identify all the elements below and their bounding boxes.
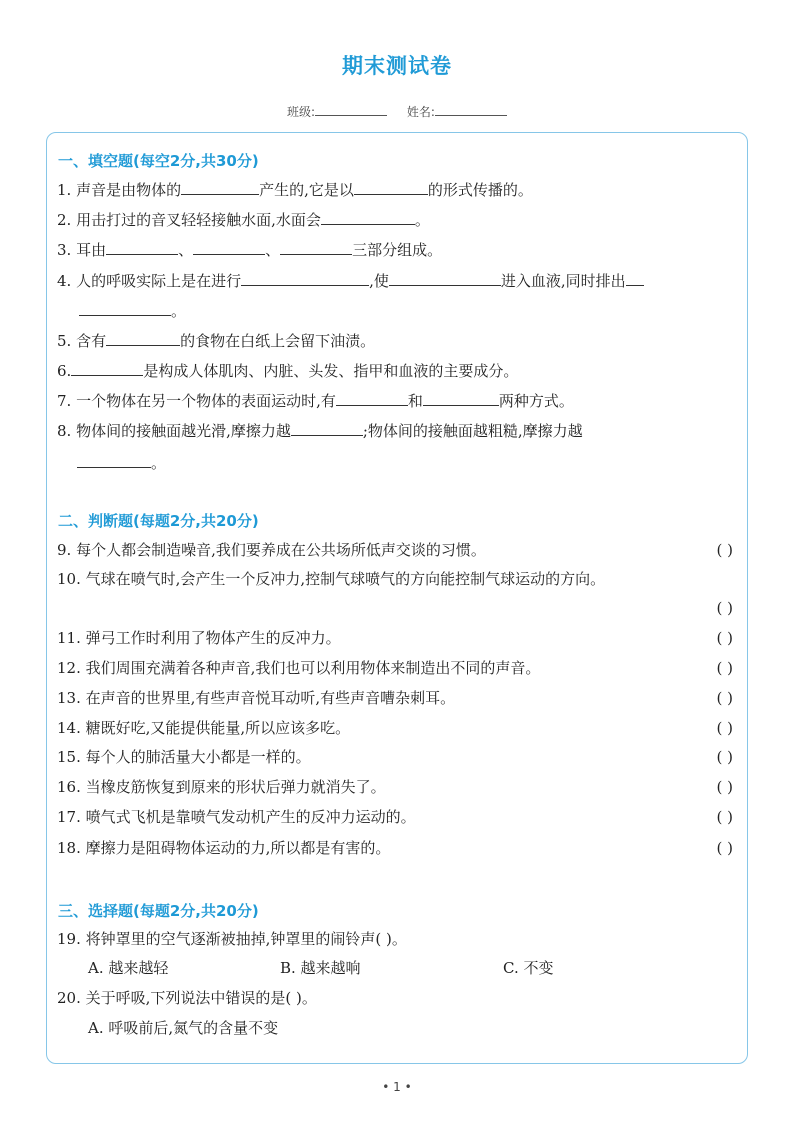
q4-blank-3a (626, 271, 644, 286)
question-12 (57, 658, 747, 678)
q5-blank-1 (106, 331, 180, 346)
q3-blank-2 (193, 240, 265, 255)
student-info (0, 103, 794, 120)
name-label: 姓名: (406, 105, 435, 119)
question-18 (57, 838, 747, 858)
q1-text-c: 的形式传播的。 (427, 181, 533, 199)
question-14 (57, 718, 747, 738)
q8-text-b: ;物体间的接触面越粗糙,摩擦力越 (362, 422, 583, 440)
question-8 (57, 421, 747, 441)
q4-blank-2 (389, 271, 501, 286)
q4-text-a: 4. 人的呼吸实际上是在进行 (57, 272, 242, 290)
option-a: A. 呼吸前后,氮气的含量不变 (88, 1019, 279, 1037)
q2-text-b: 。 (414, 211, 430, 229)
q12-text: 12. 我们周围充满着各种声音,我们也可以利用物体来制造出不同的声音。 (57, 659, 541, 677)
q14-text: 14. 糖既好吃,又能提供能量,所以应该多吃。 (57, 719, 351, 737)
question-2 (57, 210, 747, 230)
answer-parens: ( ) (716, 839, 733, 857)
q5-text-b: 的食物在白纸上会留下油渍。 (180, 332, 376, 350)
q6-text-a: 6. (57, 362, 72, 380)
section-heading-fill-blank: 一、填空题(每空2分,共30分) (58, 152, 259, 170)
q7-text-b: 和 (407, 392, 423, 410)
question-20 (57, 988, 747, 1008)
question-3 (57, 240, 747, 260)
section-heading-true-false: 二、判断题(每题2分,共20分) (58, 512, 259, 530)
q20-stem: 20. 关于呼吸,下列说法中错误的是( )。 (57, 989, 317, 1007)
question-7 (57, 391, 747, 411)
answer-parens: ( ) (716, 541, 733, 559)
q7-blank-2 (423, 391, 499, 406)
q4-blank-1 (241, 271, 369, 286)
q8-blank-1 (291, 421, 363, 436)
q3-text-a: 3. 耳由 (57, 241, 107, 259)
q18-text: 18. 摩擦力是阻碍物体运动的力,所以都是有害的。 (57, 839, 391, 857)
class-label: 班级: (287, 105, 316, 119)
answer-parens: ( ) (716, 719, 733, 737)
q8-text-a: 8. 物体间的接触面越光滑,摩擦力越 (57, 422, 291, 440)
question-11 (57, 628, 747, 648)
page-title: 期末测试卷 (342, 54, 452, 78)
q8-blank-2 (77, 453, 151, 468)
option-a: A. 越来越轻 (88, 959, 169, 977)
question-15 (57, 747, 747, 767)
q1-blank-2 (354, 180, 428, 195)
name-blank (435, 105, 507, 116)
question-6 (57, 361, 747, 381)
option-b: B. 越来越响 (280, 959, 361, 977)
answer-parens: ( ) (716, 629, 733, 647)
question-8-continued (57, 453, 747, 473)
question-9 (57, 540, 747, 560)
answer-parens: ( ) (716, 599, 733, 617)
q5-text-a: 5. 含有 (57, 332, 107, 350)
q7-text-c: 两种方式。 (498, 392, 574, 410)
q9-text: 9. 每个人都会制造噪音,我们要养成在公共场所低声交谈的习惯。 (57, 541, 486, 559)
q1-text-b: 产生的,它是以 (259, 181, 354, 199)
class-blank (315, 105, 387, 116)
answer-parens: ( ) (716, 659, 733, 677)
q11-text: 11. 弹弓工作时利用了物体产生的反冲力。 (57, 629, 341, 647)
name-field (407, 105, 507, 119)
answer-parens: ( ) (716, 778, 733, 796)
answer-parens: ( ) (716, 689, 733, 707)
question-13 (57, 688, 747, 708)
q6-text-b: 是构成人体肌肉、内脏、头发、指甲和血液的主要成分。 (143, 362, 519, 380)
q4-text-b: ,使 (369, 272, 389, 290)
q7-text-a: 7. 一个物体在另一个物体的表面运动时,有 (57, 392, 336, 410)
q2-blank-1 (321, 210, 415, 225)
q3-text-c: 、 (265, 241, 281, 259)
q3-blank-1 (106, 240, 178, 255)
question-17 (57, 807, 747, 827)
q4-text-d: 。 (171, 302, 187, 320)
q10-text: 10. 气球在喷气时,会产生一个反冲力,控制气球喷气的方向能控制气球运动的方向。 (57, 570, 606, 588)
q3-text-d: 三部分组成。 (352, 241, 443, 259)
question-19 (57, 929, 747, 949)
class-field (287, 105, 387, 119)
q15-text: 15. 每个人的肺活量大小都是一样的。 (57, 748, 311, 766)
question-16 (57, 777, 747, 797)
q7-blank-1 (336, 391, 408, 406)
q13-text: 13. 在声音的世界里,有些声音悦耳动听,有些声音嘈杂刺耳。 (57, 689, 456, 707)
q16-text: 16. 当橡皮筋恢复到原来的形状后弹力就消失了。 (57, 778, 386, 796)
q2-text-a: 2. 用击打过的音叉轻轻接触水面,水面会 (57, 211, 321, 229)
q4-blank-3b (79, 301, 171, 316)
question-5 (57, 331, 747, 351)
section-heading-multiple-choice: 三、选择题(每题2分,共20分) (58, 902, 259, 920)
q6-blank-1 (71, 361, 143, 376)
question-4 (57, 271, 747, 291)
q1-blank-1 (181, 180, 259, 195)
q17-text: 17. 喷气式飞机是靠喷气发动机产生的反冲力运动的。 (57, 808, 416, 826)
q4-text-c: 进入血液,同时排出 (500, 272, 626, 290)
option-c: C. 不变 (503, 959, 554, 977)
answer-parens: ( ) (716, 808, 733, 826)
q3-text-b: 、 (178, 241, 194, 259)
answer-parens: ( ) (716, 748, 733, 766)
q8-text-c: 。 (151, 454, 167, 472)
question-4-continued (57, 301, 747, 321)
q19-stem: 19. 将钟罩里的空气逐渐被抽掉,钟罩里的闹铃声( )。 (57, 930, 407, 948)
question-10 (57, 569, 747, 589)
q3-blank-3 (280, 240, 352, 255)
q1-text-a: 1. 声音是由物体的 (57, 181, 182, 199)
page-number: • 1 • (382, 1080, 412, 1094)
question-1 (57, 180, 747, 200)
